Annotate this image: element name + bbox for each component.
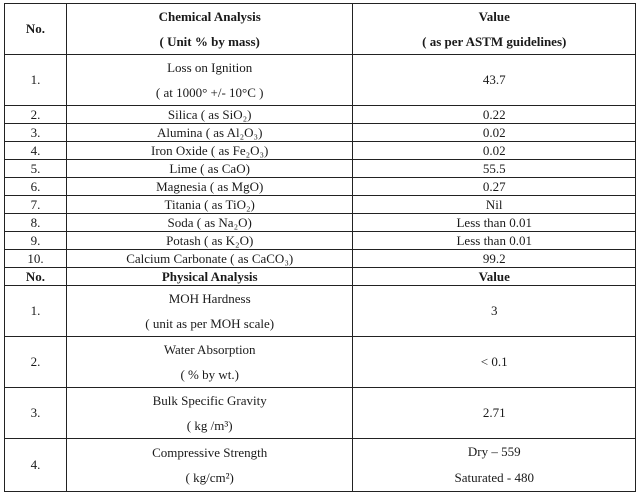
row-value: 0.02 bbox=[353, 124, 636, 142]
table-row bbox=[5, 250, 636, 268]
row-name: Magnesia ( as MgO) bbox=[66, 178, 353, 196]
row-name: Potash ( as K₂O) bbox=[66, 232, 353, 250]
row-name: Calcium Carbonate ( as CaCO₃) bbox=[66, 250, 353, 268]
row-name: Soda ( as Na₂O) bbox=[66, 214, 353, 232]
row-no: 3. bbox=[5, 388, 67, 439]
table-row bbox=[5, 337, 636, 388]
header-no: No. bbox=[5, 268, 67, 286]
row-name bbox=[66, 439, 353, 492]
physical-header-row bbox=[5, 268, 636, 286]
row-name bbox=[66, 388, 353, 439]
table-row bbox=[5, 286, 636, 337]
header-chemical-title: Chemical Analysis bbox=[158, 9, 261, 24]
row-no: 2. bbox=[5, 337, 67, 388]
header-value bbox=[353, 4, 636, 55]
analysis-table bbox=[4, 3, 636, 492]
row-name bbox=[66, 337, 353, 388]
row-name-sub: ( kg/cm²) bbox=[185, 470, 234, 485]
row-value: 43.7 bbox=[353, 55, 636, 106]
row-value: 99.2 bbox=[353, 250, 636, 268]
row-no: 6. bbox=[5, 178, 67, 196]
row-value: 55.5 bbox=[353, 160, 636, 178]
row-value-saturated: Saturated - 480 bbox=[454, 470, 534, 485]
row-no: 2. bbox=[5, 106, 67, 124]
table-row bbox=[5, 214, 636, 232]
row-no: 5. bbox=[5, 160, 67, 178]
row-no: 4. bbox=[5, 142, 67, 160]
row-name-main: Bulk Specific Gravity bbox=[152, 393, 267, 408]
row-no: 4. bbox=[5, 439, 67, 492]
row-value: 0.22 bbox=[353, 106, 636, 124]
row-value: 0.27 bbox=[353, 178, 636, 196]
table-row bbox=[5, 142, 636, 160]
row-value: 0.02 bbox=[353, 142, 636, 160]
row-name-main: MOH Hardness bbox=[168, 291, 251, 306]
row-no: 10. bbox=[5, 250, 67, 268]
row-name: Iron Oxide ( as Fe₂O₃) bbox=[66, 142, 353, 160]
row-name-sub: ( at 1000° +/- 10°C ) bbox=[155, 85, 264, 100]
table-row bbox=[5, 388, 636, 439]
row-value bbox=[353, 439, 636, 492]
row-value: Nil bbox=[353, 196, 636, 214]
row-value: < 0.1 bbox=[353, 337, 636, 388]
table-row bbox=[5, 196, 636, 214]
row-name: Silica ( as SiO₂) bbox=[66, 106, 353, 124]
table-row bbox=[5, 55, 636, 106]
row-name: Lime ( as CaO) bbox=[66, 160, 353, 178]
row-no: 8. bbox=[5, 214, 67, 232]
table-row bbox=[5, 232, 636, 250]
table-row bbox=[5, 178, 636, 196]
row-name-sub: ( unit as per MOH scale) bbox=[145, 316, 275, 331]
row-no: 9. bbox=[5, 232, 67, 250]
row-value: Less than 0.01 bbox=[353, 214, 636, 232]
row-no: 3. bbox=[5, 124, 67, 142]
header-chemical-analysis bbox=[66, 4, 353, 55]
row-value: Less than 0.01 bbox=[353, 232, 636, 250]
row-name bbox=[66, 55, 353, 106]
header-value-title: Value bbox=[478, 9, 510, 24]
row-no: 1. bbox=[5, 55, 67, 106]
row-no: 1. bbox=[5, 286, 67, 337]
row-value: 3 bbox=[353, 286, 636, 337]
row-name bbox=[66, 286, 353, 337]
table-row bbox=[5, 160, 636, 178]
row-name: Alumina ( as Al₂O₃) bbox=[66, 124, 353, 142]
table-row bbox=[5, 124, 636, 142]
row-no: 7. bbox=[5, 196, 67, 214]
header-physical-analysis: Physical Analysis bbox=[66, 268, 353, 286]
table-row bbox=[5, 106, 636, 124]
row-name-sub: ( kg /m³) bbox=[186, 418, 233, 433]
row-value: 2.71 bbox=[353, 388, 636, 439]
row-name-main: Compressive Strength bbox=[152, 445, 268, 460]
header-value: Value bbox=[353, 268, 636, 286]
row-name-main: Loss on Ignition bbox=[167, 60, 253, 75]
header-no: No. bbox=[5, 4, 67, 55]
row-name: Titania ( as TiO₂) bbox=[66, 196, 353, 214]
chemical-header-row bbox=[5, 4, 636, 55]
row-name-sub: ( % by wt.) bbox=[180, 367, 239, 382]
table-row bbox=[5, 439, 636, 492]
header-chemical-unit: ( Unit % by mass) bbox=[159, 34, 260, 49]
row-value-dry: Dry – 559 bbox=[467, 444, 521, 459]
row-name-main: Water Absorption bbox=[163, 342, 256, 357]
header-value-note: ( as per ASTM guidelines) bbox=[422, 34, 567, 49]
